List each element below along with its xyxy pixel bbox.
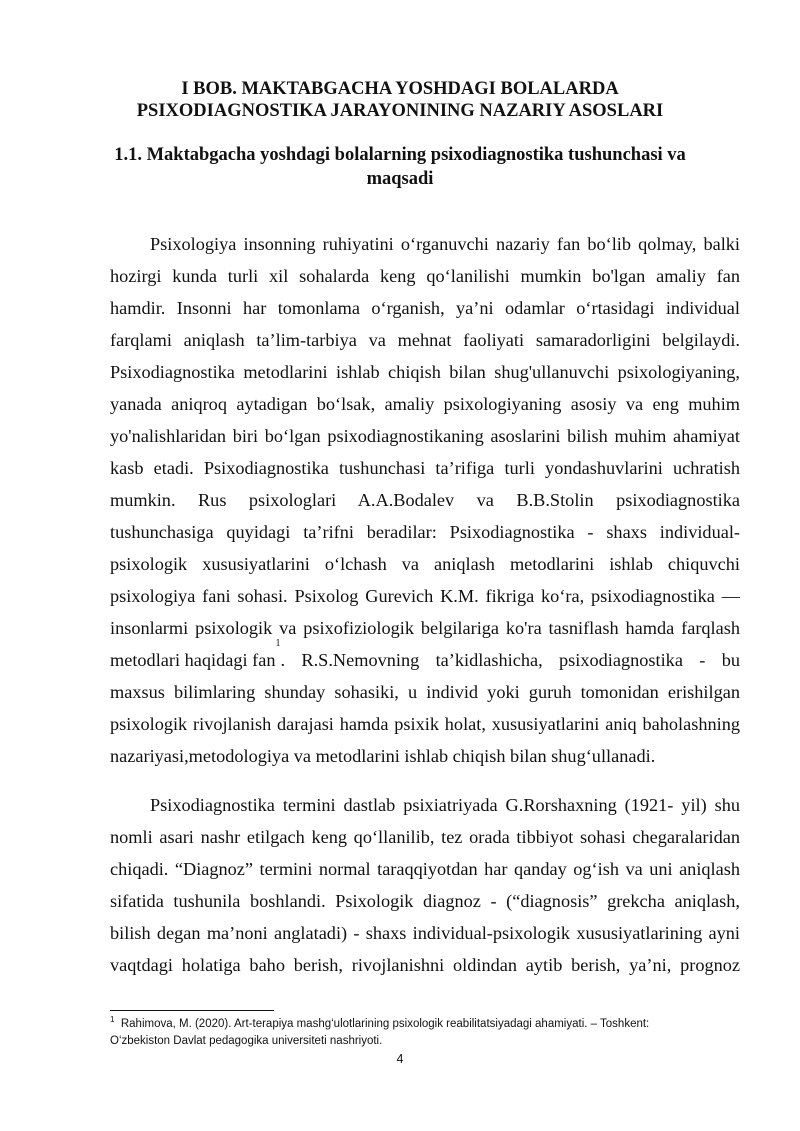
paragraph-line: hozirgi kunda turli xil sohalarda keng qo‘lanilishi mumkin bo'lgan amaliy fan	[110, 266, 740, 286]
section-title-line-2: maqsadi	[366, 169, 434, 189]
paragraph-2	[110, 789, 740, 981]
paragraph-1	[110, 228, 740, 772]
paragraph-line: insonlarmi psixologik va psixofiziologik belgilariga ko'ra tasniflash hamda farqlash	[110, 618, 740, 638]
paragraph-line: maxsus bilimlaring shunday sohasiki, u individ yoki guruh tomonidan erishilgan	[110, 682, 740, 702]
paragraph-line-rest: . R.S.Nemovning ta’kidlashicha, psixodiagnostika - bu	[280, 650, 740, 670]
paragraph-line: psixologik xususiyatlarini o‘lchash va aniqlash metodlarini ishlab chiquvchi	[110, 554, 740, 574]
paragraph-line: yanada aniqroq aytadigan bo‘lsak, amaliy psixologiyaning asosiy va eng muhim	[110, 394, 740, 414]
paragraph-line: nomli asari nashr etilgach keng qo‘llanilib, tez orada tibbiyot sohasi chegaralaridan	[110, 827, 740, 847]
paragraph-line: Psixodiagnostika metodlarini ishlab chiqish bilan shug'ullanuvchi psixologiyaning,	[110, 362, 740, 382]
footnote-line-1	[110, 1016, 740, 1033]
paragraph-line: chiqadi. “Diagnoz” termini normal taraqqiyotdan har qanday og‘ish va uni aniqlash	[110, 859, 740, 879]
chapter-title-line-1: I BOB. MAKTABGACHA YOSHDAGI BOLALARDA	[181, 79, 619, 99]
footnote-text-1: Rahimova, M. (2020). Art-terapiya mashg‘ulotlarining psixologik reabilitatsiyadagi ahamiyati. – Toshkent:	[120, 1018, 650, 1030]
paragraph-line: yo'nalishlaridan biri bo‘lgan psixodiagnostikaning asoslarini bilish muhim ahamiyat	[110, 426, 740, 446]
footnote	[110, 1016, 740, 1050]
paragraph-line: psixologik rivojlanish darajasi hamda psixik holat, xususiyatlarini aniq baholashning	[110, 714, 740, 734]
paragraph-line: sifatida tushunila boshlandi. Psixologik diagnoz - (“diagnosis” grekcha aniqlash,	[110, 891, 740, 911]
paragraph-line: nazariyasi,metodologiya va metodlarini ishlab chiqish bilan shug‘ullanadi.	[110, 746, 656, 766]
paragraph-line: farqlami aniqlash ta’lim-tarbiya va mehnat faoliyati samaradorligini belgilaydi.	[110, 330, 740, 350]
footnote-reference[interactable]: 1	[275, 638, 281, 649]
footnote-marker: 1	[110, 1015, 115, 1024]
paragraph-line: Psixodiagnostika termini dastlab psixiatriyada G.Rorshaxning (1921- yil) shu	[150, 795, 740, 815]
chapter-title-line-2: PSIXODIAGNOSTIKA JARAYONINING NAZARIY ASOSLARI	[136, 101, 664, 121]
paragraph-line: vaqtdagi holatiga baho berish, rivojlanishni oldindan aytib berish, ya’ni, prognoz	[110, 955, 740, 975]
paragraph-line-with-footnote-ref	[110, 638, 740, 676]
paragraph-line: tushunchasiga quyidagi ta’rifni beradilar: Psixodiagnostika - shaxs individual-	[110, 522, 740, 542]
paragraph-line: mumkin. Rus psixologlari A.A.Bodalev va B.B.Stolin psixodiagnostika	[110, 490, 740, 510]
paragraph-line: bilish degan ma’noni anglatadi) - shaxs individual-psixologik xususiyatlarining ayni	[110, 923, 740, 943]
footnote-line-2: O‘zbekiston Davlat pedagogika universiteti nashriyoti.	[110, 1035, 383, 1047]
chapter-title	[100, 78, 700, 122]
section-title	[110, 143, 690, 191]
paragraph-line: Psixologiya insonning ruhiyatini o‘rganuvchi nazariy fan bo‘lib qolmay, balki	[150, 234, 740, 254]
paragraph-line: kasb etadi. Psixodiagnostika tushunchasi ta’rifiga turli yondashuvlarini uchratish	[110, 458, 740, 478]
paragraph-line: psixologiya fani sohasi. Psixolog Gurevich K.M. fikriga ko‘ra, psixodiagnostika —	[110, 586, 740, 606]
section-title-line-1: 1.1. Maktabgacha yoshdagi bolalarning psixodiagnostika tushunchasi va	[114, 145, 686, 165]
paragraph-line-start: metodlari haqidagi fan	[110, 650, 276, 670]
paragraph-line: hamdir. Insonni har tomonlama o‘rganish, ya’ni odamlar o‘rtasidagi individual	[110, 298, 740, 318]
footnote-separator	[110, 1010, 274, 1011]
page-number: 4	[396, 1052, 404, 1066]
